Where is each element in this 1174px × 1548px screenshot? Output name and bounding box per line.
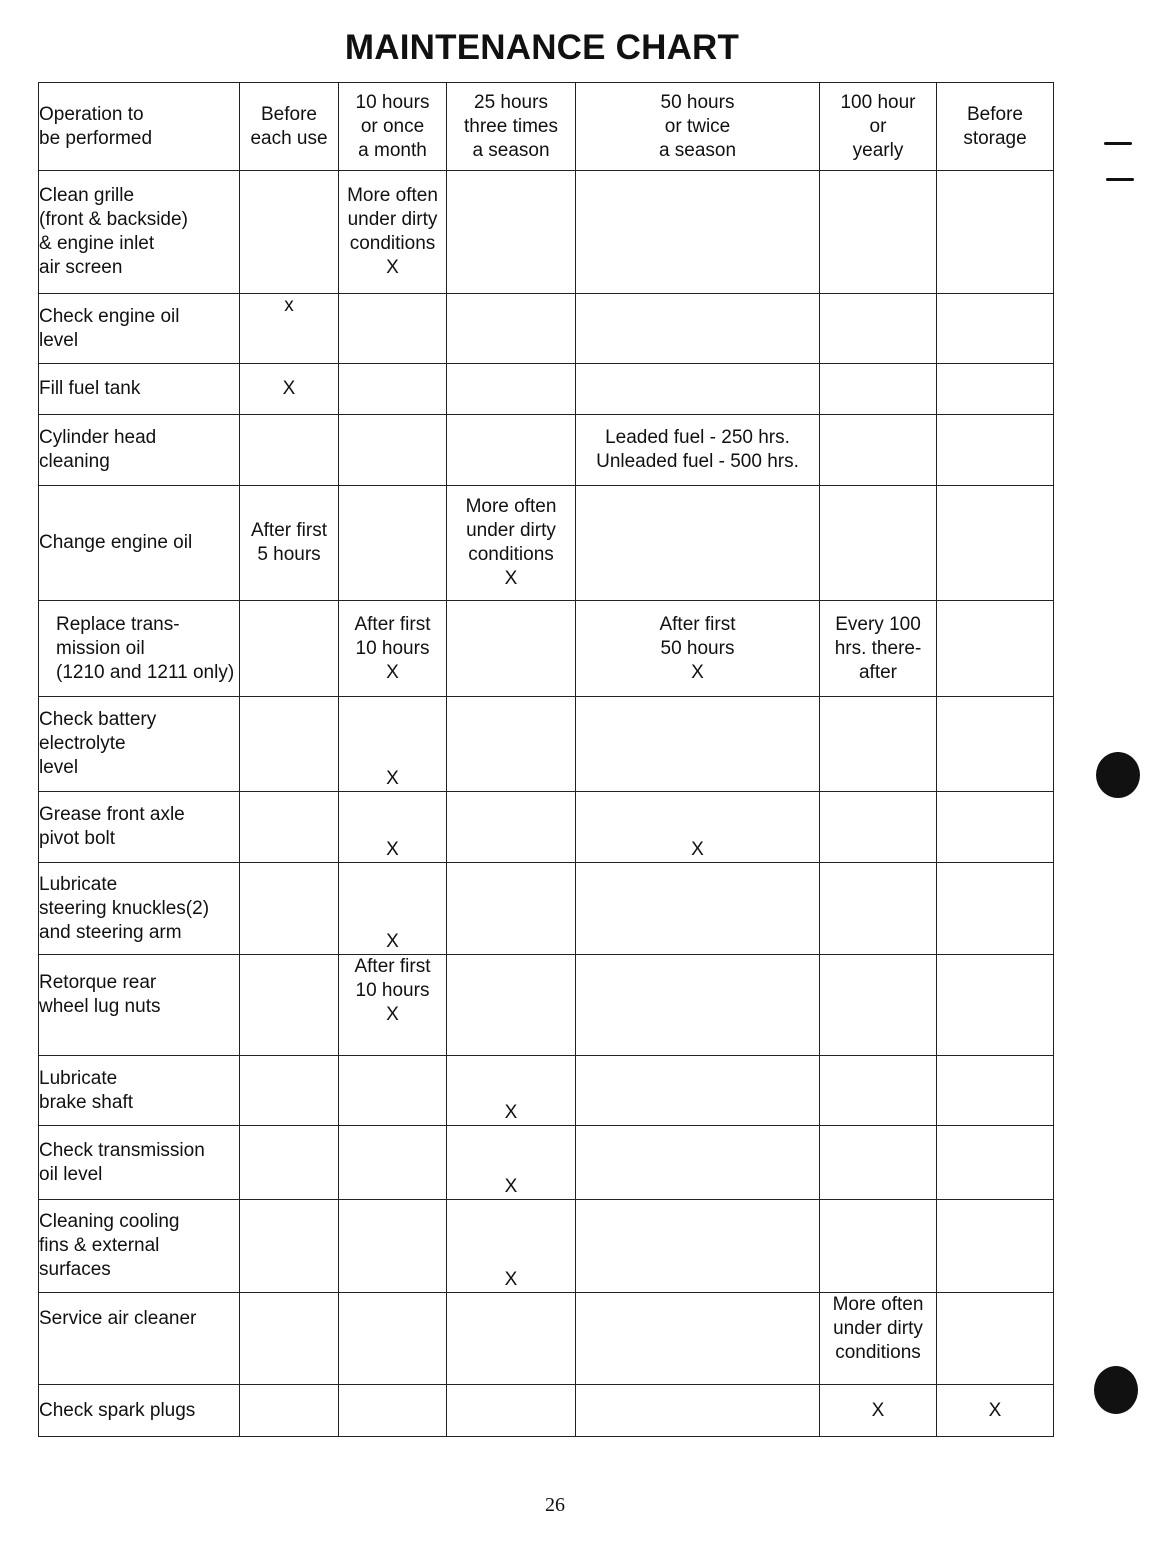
interval-cell: Leaded fuel - 250 hrs. Unleaded fuel - 500 hrs.	[576, 415, 820, 486]
table-row	[39, 1293, 1054, 1385]
interval-cell	[240, 1126, 339, 1200]
margin-dash-mark	[1104, 142, 1132, 145]
interval-cell	[820, 955, 937, 1056]
interval-cell	[339, 294, 447, 364]
interval-cell	[937, 863, 1054, 955]
interval-cell	[339, 364, 447, 415]
interval-cell	[576, 1200, 820, 1293]
interval-cell	[820, 1200, 937, 1293]
operation-cell: Retorque rear wheel lug nuts	[39, 955, 240, 1056]
interval-cell: More often under dirty conditions X	[447, 486, 576, 601]
interval-cell: X	[937, 1385, 1054, 1437]
operation-cell: Service air cleaner	[39, 1293, 240, 1385]
header-25-hours: 25 hours three times a season	[447, 83, 576, 171]
operation-cell: Lubricate steering knuckles(2) and steering arm	[39, 863, 240, 955]
interval-cell	[820, 294, 937, 364]
interval-cell	[447, 171, 576, 294]
interval-cell	[820, 1126, 937, 1200]
interval-cell	[820, 171, 937, 294]
interval-cell	[240, 955, 339, 1056]
operation-cell: Check transmission oil level	[39, 1126, 240, 1200]
table-row	[39, 415, 1054, 486]
interval-cell	[937, 1126, 1054, 1200]
interval-cell	[339, 1385, 447, 1437]
interval-cell	[937, 1293, 1054, 1385]
header-operation: Operation to be performed	[39, 83, 240, 171]
interval-cell: X	[339, 697, 447, 792]
binder-hole-mark	[1096, 752, 1140, 798]
interval-cell	[339, 486, 447, 601]
interval-cell	[937, 364, 1054, 415]
table-row	[39, 1200, 1054, 1293]
table-row	[39, 486, 1054, 601]
interval-cell	[339, 1200, 447, 1293]
interval-cell	[447, 601, 576, 697]
operation-cell: Cylinder head cleaning	[39, 415, 240, 486]
interval-cell: After first 5 hours	[240, 486, 339, 601]
interval-cell	[447, 697, 576, 792]
operation-cell: Check battery electrolyte level	[39, 697, 240, 792]
interval-cell	[576, 863, 820, 955]
interval-cell	[937, 171, 1054, 294]
binder-hole-mark	[1094, 1366, 1138, 1414]
interval-cell: After first 10 hours X	[339, 955, 447, 1056]
header-before-storage: Before storage	[937, 83, 1054, 171]
operation-cell: Cleaning cooling fins & external surfaces	[39, 1200, 240, 1293]
maintenance-chart-table	[38, 82, 1054, 1437]
interval-cell	[576, 697, 820, 792]
interval-cell	[240, 171, 339, 294]
interval-cell	[447, 294, 576, 364]
table-row	[39, 294, 1054, 364]
interval-cell: X	[339, 863, 447, 955]
header-50-hours: 50 hours or twice a season	[576, 83, 820, 171]
interval-cell	[240, 863, 339, 955]
interval-cell	[339, 415, 447, 486]
interval-cell	[240, 1385, 339, 1437]
interval-cell: X	[447, 1056, 576, 1126]
interval-cell	[576, 171, 820, 294]
interval-cell	[240, 1200, 339, 1293]
header-row	[39, 83, 1054, 171]
header-100-hour: 100 hour or yearly	[820, 83, 937, 171]
interval-cell	[937, 486, 1054, 601]
table-row	[39, 792, 1054, 863]
interval-cell	[447, 1385, 576, 1437]
operation-cell: Clean grille (front & backside) & engine inlet air screen	[39, 171, 240, 294]
header-10-hours: 10 hours or once a month	[339, 83, 447, 171]
interval-cell	[937, 955, 1054, 1056]
interval-cell	[240, 1056, 339, 1126]
interval-cell	[820, 1056, 937, 1126]
interval-cell: After first 50 hours X	[576, 601, 820, 697]
interval-cell: X	[240, 364, 339, 415]
operation-cell: Fill fuel tank	[39, 364, 240, 415]
operation-cell: Lubricate brake shaft	[39, 1056, 240, 1126]
interval-cell	[820, 415, 937, 486]
interval-cell	[937, 415, 1054, 486]
interval-cell: x	[240, 294, 339, 364]
table-row	[39, 1126, 1054, 1200]
interval-cell	[447, 1293, 576, 1385]
interval-cell	[240, 792, 339, 863]
interval-cell	[447, 792, 576, 863]
interval-cell: More often under dirty conditions X	[339, 171, 447, 294]
interval-cell	[820, 486, 937, 601]
interval-cell	[820, 697, 937, 792]
interval-cell	[937, 697, 1054, 792]
interval-cell: X	[820, 1385, 937, 1437]
table-row	[39, 171, 1054, 294]
interval-cell	[937, 294, 1054, 364]
interval-cell	[820, 792, 937, 863]
interval-cell	[576, 1293, 820, 1385]
interval-cell	[240, 415, 339, 486]
interval-cell	[820, 364, 937, 415]
interval-cell	[339, 1126, 447, 1200]
table-row	[39, 601, 1054, 697]
operation-cell: Check engine oil level	[39, 294, 240, 364]
table-row	[39, 697, 1054, 792]
interval-cell	[820, 863, 937, 955]
interval-cell	[937, 601, 1054, 697]
interval-cell	[339, 1056, 447, 1126]
table-row	[39, 955, 1054, 1056]
interval-cell	[937, 792, 1054, 863]
interval-cell	[240, 697, 339, 792]
interval-cell: X	[576, 792, 820, 863]
interval-cell	[576, 1126, 820, 1200]
interval-cell	[937, 1200, 1054, 1293]
interval-cell	[576, 1056, 820, 1126]
interval-cell	[937, 1056, 1054, 1126]
operation-cell: Replace trans- mission oil (1210 and 1211 only)	[39, 601, 240, 697]
table-row	[39, 364, 1054, 415]
table-row	[39, 1056, 1054, 1126]
interval-cell	[576, 955, 820, 1056]
operation-cell: Check spark plugs	[39, 1385, 240, 1437]
interval-cell: Every 100 hrs. there- after	[820, 601, 937, 697]
interval-cell	[447, 863, 576, 955]
operation-cell: Grease front axle pivot bolt	[39, 792, 240, 863]
page-number: 26	[545, 1494, 565, 1516]
interval-cell	[447, 955, 576, 1056]
interval-cell	[447, 364, 576, 415]
table-row	[39, 863, 1054, 955]
interval-cell	[339, 1293, 447, 1385]
margin-dash-mark	[1106, 178, 1134, 181]
operation-cell: Change engine oil	[39, 486, 240, 601]
interval-cell: X	[339, 792, 447, 863]
page-title: MAINTENANCE CHART	[344, 28, 740, 67]
interval-cell: X	[447, 1200, 576, 1293]
interval-cell	[240, 601, 339, 697]
interval-cell: More often under dirty conditions	[820, 1293, 937, 1385]
interval-cell	[447, 415, 576, 486]
interval-cell	[240, 1293, 339, 1385]
table-row	[39, 1385, 1054, 1437]
header-before-each-use: Before each use	[240, 83, 339, 171]
interval-cell: After first 10 hours X	[339, 601, 447, 697]
interval-cell: X	[447, 1126, 576, 1200]
interval-cell	[576, 1385, 820, 1437]
interval-cell	[576, 294, 820, 364]
interval-cell	[576, 364, 820, 415]
interval-cell	[576, 486, 820, 601]
